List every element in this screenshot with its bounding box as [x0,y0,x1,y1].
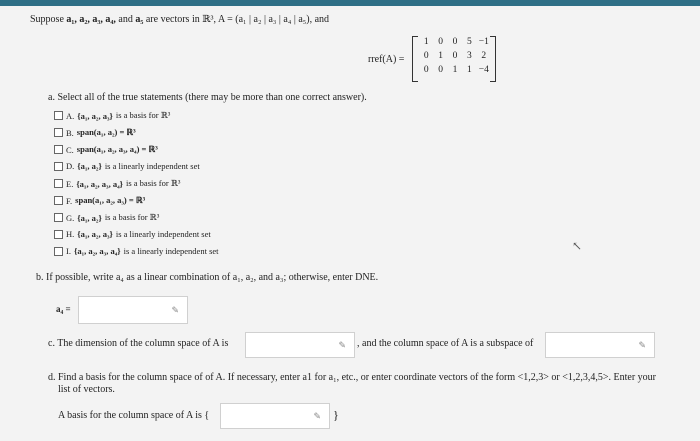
matrix-entry: 1 [452,65,458,75]
basis-label: A basis for the column space of A is { [58,410,210,421]
checkbox[interactable] [54,179,63,188]
option-letter: D. [66,161,75,171]
part-a-title: a. Select all of the true statements (there may be more than one correct answer). [48,92,367,103]
pencil-icon: ✎ [338,340,346,350]
a4-input[interactable] [78,296,188,324]
option-letter: F. [66,195,73,206]
option-e[interactable] [54,178,180,189]
option-text: is a linearly independent set [123,246,219,256]
checkbox[interactable] [54,213,63,222]
matrix-entry: 0 [423,65,429,75]
option-f[interactable] [54,195,148,206]
checkbox[interactable] [54,196,63,205]
matrix-entry: 3 [467,51,472,61]
option-math: {a₁, a₂, a₃, a₄} [73,246,121,256]
option-letter: I. [66,246,71,256]
close-brace: } [333,408,339,422]
option-math: {a₁, a₂} [77,212,102,223]
option-math: span(a₁, a₂) = ℝ³ [76,127,136,137]
option-math: span(a₁, a₂, a₃) = ℝ³ [75,195,146,205]
option-text: is a basis for ℝ³ [104,212,160,222]
part-d-text: d. Find a basis for the column space of of A. If necessary, enter a1 for a₁, etc., or enter coordinate vectors of the form <1,2,3> or <1,2,3,4,5>. Enter your [48,372,656,383]
option-text: is a basis for ℝ³ [115,110,171,120]
subspace-input[interactable] [545,332,655,358]
matrix-entry: −1 [478,37,489,47]
option-math: {a₁, a₂, a₃} [77,229,113,239]
option-h[interactable] [54,229,211,239]
option-d[interactable] [54,161,200,171]
option-math: {a₁, a₂, a₃, a₄} [76,178,123,189]
right-bracket [490,36,496,82]
matrix-entry: 2 [481,51,487,61]
left-bracket [412,36,418,82]
option-c[interactable] [54,144,161,155]
option-letter: B. [66,127,74,138]
part-d-text-2: list of vectors. [58,384,115,395]
option-math: span(a₁, a₂, a₃, a₄) = ℝ³ [76,144,158,154]
option-math: {a₁, a₂} [77,161,102,171]
option-letter: H. [66,229,75,239]
part-b-text: b. If possible, write a₄ as a linear combination of a₁, a₂, and a₃; otherwise, enter DNE. [36,272,379,283]
pencil-icon: ✎ [638,340,646,350]
option-text: is a basis for ℝ³ [125,178,181,188]
mouse-cursor-icon: ↖ [572,239,583,253]
matrix-entry: −4 [478,65,489,75]
matrix-entry: 0 [452,37,458,47]
pencil-icon: ✎ [171,305,179,315]
checkbox[interactable] [54,247,63,256]
problem-intro: Suppose a₁, a₂, a₃, a₄, and a₅ are vectors in ℝ³, A = (a₁ | a₂ | a₃ | a₄ | a₅), and [30,14,330,25]
option-letter: G. [66,212,75,223]
matrix-entry: 0 [438,65,443,75]
matrix-entry: 0 [423,51,429,61]
rref-matrix [412,36,496,80]
option-a[interactable] [54,110,170,121]
a4-label: a₄ = [56,304,71,314]
pencil-icon: ✎ [313,411,321,421]
checkbox[interactable] [54,230,63,239]
checkbox[interactable] [54,111,63,120]
option-letter: C. [66,144,74,155]
option-g[interactable] [54,212,159,223]
option-math: {a₁, a₂, a₃} [77,110,113,121]
matrix-entry: 1 [438,51,443,61]
matrix-entry: 5 [467,37,472,47]
checkbox[interactable] [54,128,63,137]
top-bar [0,0,700,6]
option-text: is a linearly independent set [104,161,200,171]
option-letter: E. [66,178,74,189]
matrix-entry: 0 [452,51,458,61]
matrix-grid [419,37,491,79]
checkbox[interactable] [54,162,63,171]
option-letter: A. [66,110,75,121]
option-b[interactable] [54,127,139,138]
basis-input[interactable] [220,403,330,429]
part-c-text-2: , and the column space of A is a subspace of [357,338,534,349]
matrix-entry: 0 [438,37,443,47]
option-text: is a linearly independent set [115,229,211,239]
dimension-input[interactable] [245,332,355,358]
option-i[interactable] [54,246,219,256]
rref-label: rref(A) = [368,54,405,65]
matrix-entry: 1 [467,65,472,75]
part-c-text-1: c. The dimension of the column space of A is [48,338,229,349]
checkbox[interactable] [54,145,63,154]
matrix-entry: 1 [423,37,429,47]
